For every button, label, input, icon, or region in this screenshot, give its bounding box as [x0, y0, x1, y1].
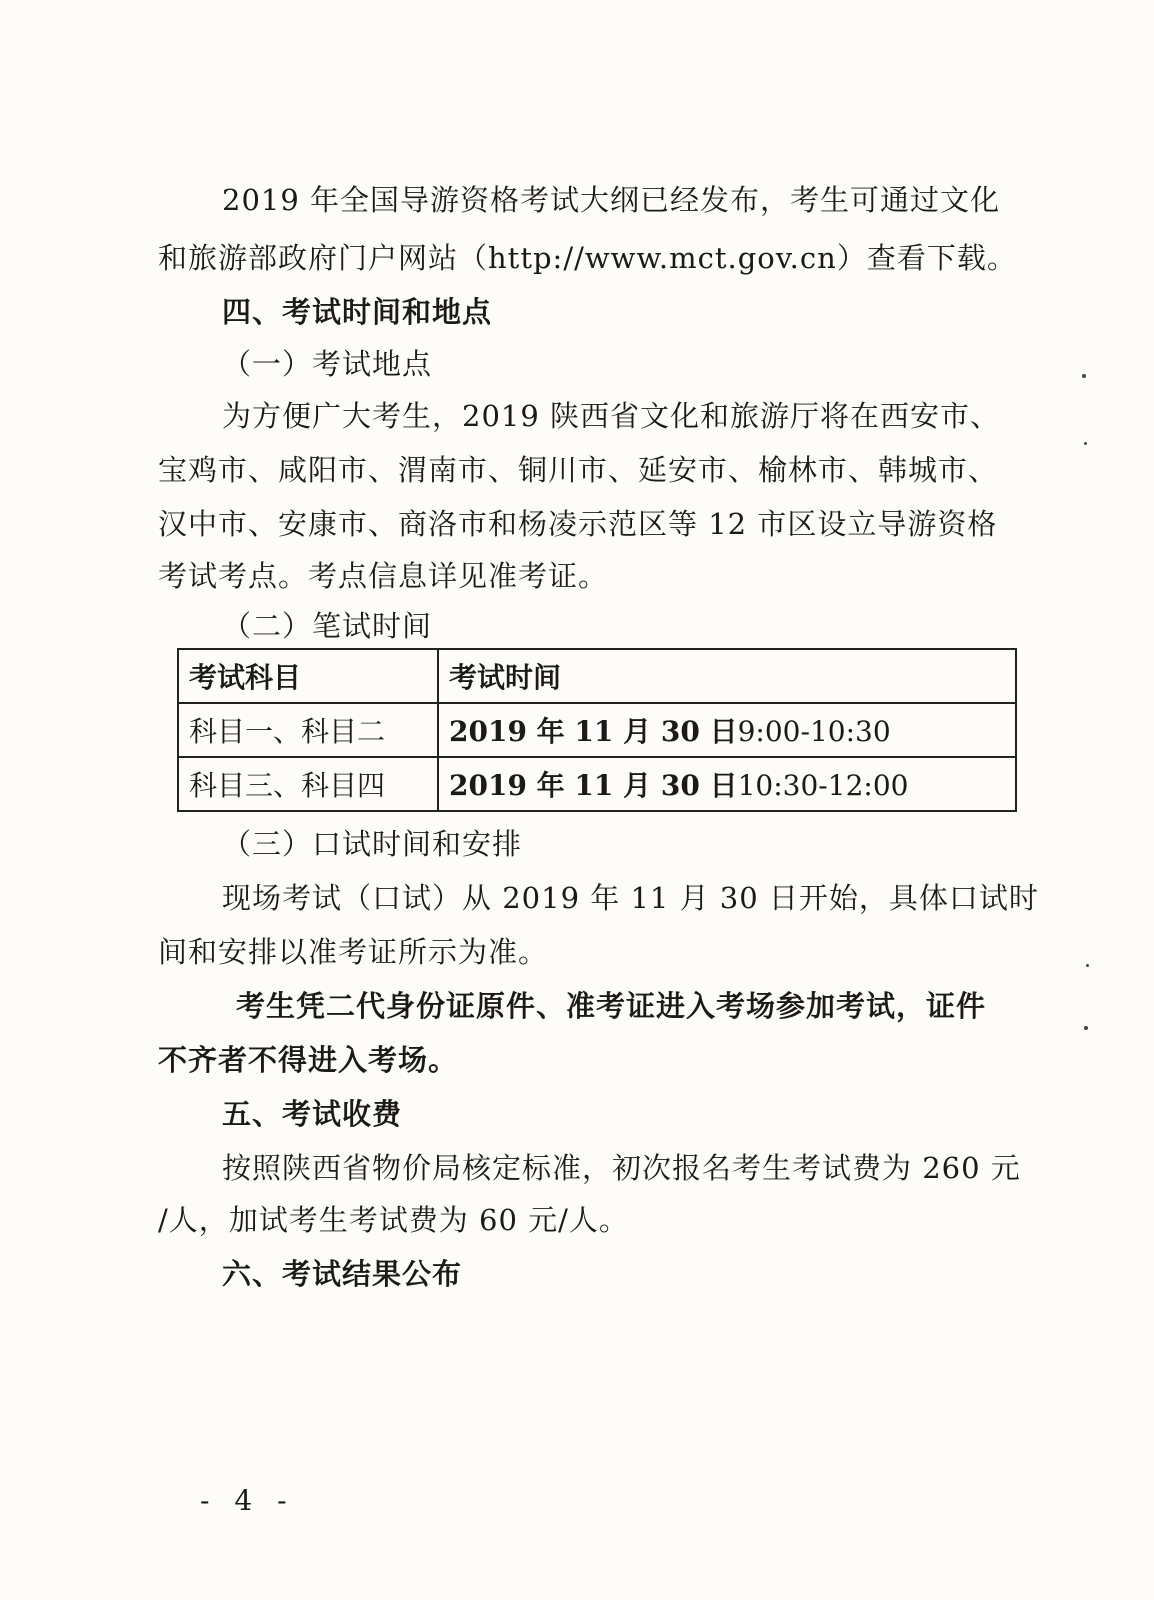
- subheading-oral-exam: （三）口试时间和安排: [222, 827, 523, 861]
- table-row: [178, 757, 1016, 811]
- paragraph-oral-line2: 间和安排以准考证所示为准。: [158, 935, 549, 969]
- table-header-subject: 考试科目: [178, 649, 438, 703]
- table-cell-time: [438, 757, 1016, 811]
- table-header-row: [178, 649, 1016, 703]
- paragraph-location-line4: 考试考点。考点信息详见准考证。: [158, 559, 609, 593]
- table-row: [178, 703, 1016, 757]
- scan-speck: [1086, 964, 1089, 967]
- exam-time-range: 9:00-10:30: [737, 715, 891, 748]
- paragraph-location-line2: 宝鸡市、咸阳市、渭南市、铜川市、延安市、榆林市、韩城市、: [158, 453, 999, 487]
- paragraph-location-line3: 汉中市、安康市、商洛市和杨凌示范区等 12 市区设立导游资格: [158, 507, 998, 541]
- paragraph-location-line1: 为方便广大考生，2019 陕西省文化和旅游厅将在西安市、: [222, 399, 1001, 433]
- table-cell-subject: 科目三、科目四: [178, 757, 438, 811]
- exam-date: 2019 年 11 月 30 日: [449, 715, 738, 748]
- section-heading-exam-time-location: 四、考试时间和地点: [222, 295, 493, 329]
- subheading-exam-location: （一）考试地点: [222, 347, 433, 381]
- scan-speck: [1082, 374, 1086, 378]
- page-number: - 4 -: [200, 1484, 295, 1517]
- paragraph-fees-line2: /人，加试考生考试费为 60 元/人。: [158, 1203, 629, 1237]
- paragraph-syllabus-line1: 2019 年全国导游资格考试大纲已经发布，考生可通过文化: [222, 183, 1001, 217]
- subheading-written-exam-time: （二）笔试时间: [222, 609, 433, 643]
- section-heading-results: 六、考试结果公布: [222, 1257, 463, 1291]
- table-cell-subject: 科目一、科目二: [178, 703, 438, 757]
- table-header-time: 考试时间: [438, 649, 1016, 703]
- paragraph-oral-line1: 现场考试（口试）从 2019 年 11 月 30 日开始，具体口试时: [222, 881, 1039, 915]
- exam-schedule-table: [177, 648, 1017, 812]
- scan-speck: [1084, 442, 1087, 445]
- section-heading-exam-fees: 五、考试收费: [222, 1097, 403, 1131]
- scan-speck: [1084, 1026, 1088, 1030]
- paragraph-syllabus-line2: 和旅游部政府门户网站（http://www.mct.gov.cn）查看下载。: [158, 241, 1017, 275]
- paragraph-fees-line1: 按照陕西省物价局核定标准，初次报名考生考试费为 260 元: [222, 1151, 1021, 1185]
- exam-time-range: 10:30-12:00: [737, 769, 909, 802]
- paragraph-id-notice-line2: 不齐者不得进入考场。: [158, 1043, 459, 1077]
- exam-date: 2019 年 11 月 30 日: [449, 769, 738, 802]
- table-cell-time: [438, 703, 1016, 757]
- paragraph-id-notice-line1: 考生凭二代身份证原件、准考证进入考场参加考试，证件: [236, 989, 987, 1023]
